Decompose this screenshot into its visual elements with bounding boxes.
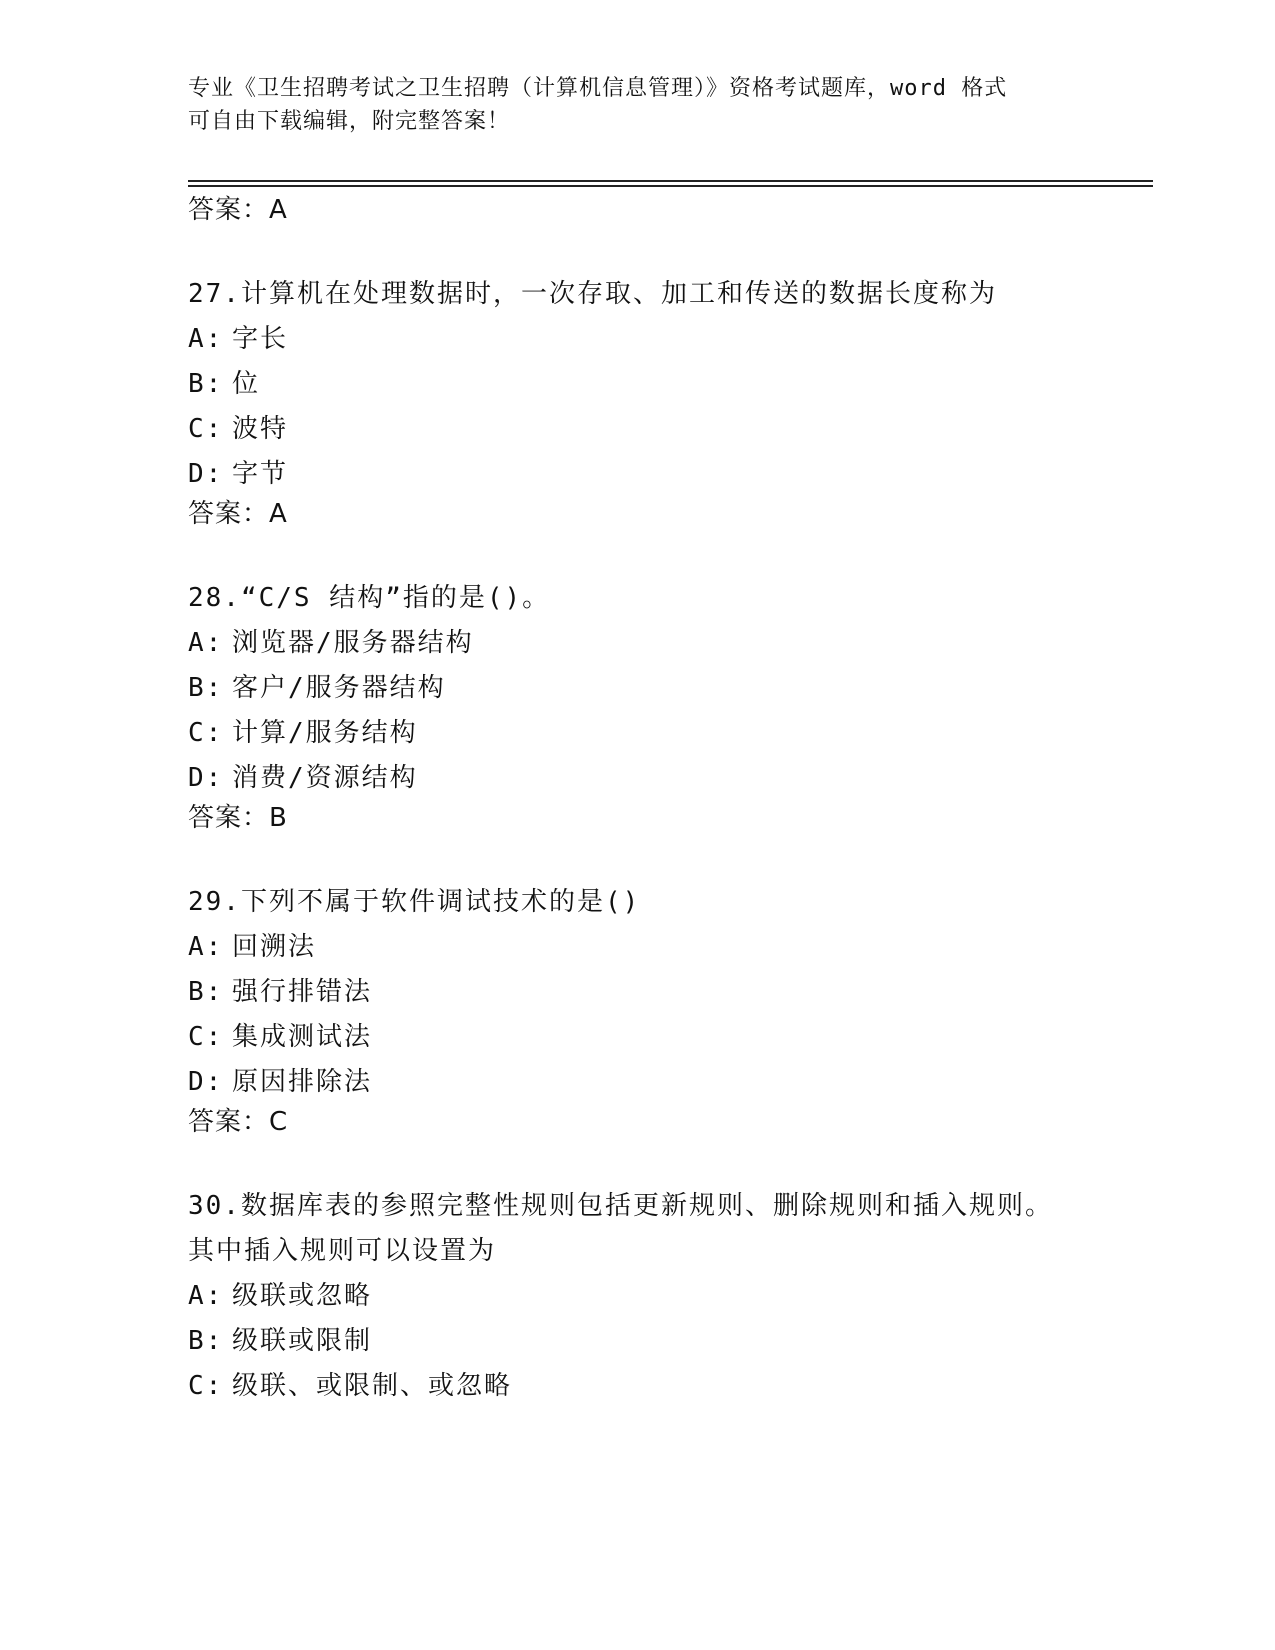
question-30 bbox=[188, 1184, 1148, 1409]
answer: 答案：B bbox=[188, 803, 288, 833]
option-label: B: bbox=[188, 673, 224, 703]
option-label: C: bbox=[188, 414, 224, 444]
question-stem-line-1: 30.数据库表的参照完整性规则包括更新规则、删除规则和插入规则。 bbox=[188, 1191, 1053, 1221]
option-text: 消费/资源结构 bbox=[232, 763, 418, 793]
option-d bbox=[188, 452, 1148, 497]
option-label: A: bbox=[188, 628, 224, 658]
option-text: 级联或忽略 bbox=[232, 1281, 373, 1311]
option-text: 计算/服务结构 bbox=[232, 718, 418, 748]
question-27 bbox=[188, 272, 1148, 531]
answer: 答案：C bbox=[188, 1107, 289, 1137]
option-label: B: bbox=[188, 1326, 224, 1356]
answer: 答案：A bbox=[188, 499, 288, 529]
question-content bbox=[188, 193, 1148, 1409]
option-text: 原因排除法 bbox=[232, 1067, 373, 1097]
option-label: C: bbox=[188, 1022, 224, 1052]
option-text: 级联、或限制、或忽略 bbox=[232, 1371, 513, 1401]
option-a bbox=[188, 925, 1148, 970]
option-text: 波特 bbox=[232, 414, 289, 444]
option-c bbox=[188, 407, 1148, 452]
header-line-2: 可自由下载编辑，附完整答案！ bbox=[188, 109, 511, 134]
option-label: B: bbox=[188, 977, 224, 1007]
question-stem: 29.下列不属于软件调试技术的是() bbox=[188, 887, 641, 917]
option-text: 客户/服务器结构 bbox=[232, 673, 446, 703]
option-c bbox=[188, 711, 1148, 756]
option-c bbox=[188, 1015, 1148, 1060]
option-a bbox=[188, 1274, 1148, 1319]
option-b bbox=[188, 362, 1148, 407]
option-text: 集成测试法 bbox=[232, 1022, 373, 1052]
option-label: A: bbox=[188, 324, 224, 354]
option-text: 强行排错法 bbox=[232, 977, 373, 1007]
question-stem: 27.计算机在处理数据时，一次存取、加工和传送的数据长度称为 bbox=[188, 279, 997, 309]
option-label: A: bbox=[188, 932, 224, 962]
question-28 bbox=[188, 576, 1148, 835]
option-b bbox=[188, 970, 1148, 1015]
header-divider-top bbox=[188, 180, 1153, 182]
header-divider-bottom bbox=[188, 185, 1153, 187]
option-text: 字节 bbox=[232, 459, 289, 489]
option-c bbox=[188, 1364, 1148, 1409]
document-header bbox=[188, 72, 1068, 138]
option-label: A: bbox=[188, 1281, 224, 1311]
option-label: B: bbox=[188, 369, 224, 399]
option-label: C: bbox=[188, 718, 224, 748]
question-stem-line-2: 其中插入规则可以设置为 bbox=[188, 1236, 497, 1266]
option-label: C: bbox=[188, 1371, 224, 1401]
option-text: 位 bbox=[232, 369, 261, 399]
option-label: D: bbox=[188, 459, 224, 489]
question-29 bbox=[188, 880, 1148, 1139]
header-line-1: 专业《卫生招聘考试之卫生招聘（计算机信息管理）》资格考试题库，word 格式 bbox=[188, 76, 1008, 101]
option-text: 级联或限制 bbox=[232, 1326, 373, 1356]
option-a bbox=[188, 621, 1148, 666]
option-label: D: bbox=[188, 763, 224, 793]
question-stem: 28.“C/S 结构”指的是()。 bbox=[188, 583, 551, 613]
option-b bbox=[188, 1319, 1148, 1364]
option-label: D: bbox=[188, 1067, 224, 1097]
option-d bbox=[188, 1060, 1148, 1105]
option-text: 字长 bbox=[232, 324, 289, 354]
option-text: 回溯法 bbox=[232, 932, 317, 962]
option-d bbox=[188, 756, 1148, 801]
option-b bbox=[188, 666, 1148, 711]
option-a bbox=[188, 317, 1148, 362]
previous-answer: 答案：A bbox=[188, 195, 288, 225]
option-text: 浏览器/服务器结构 bbox=[232, 628, 474, 658]
